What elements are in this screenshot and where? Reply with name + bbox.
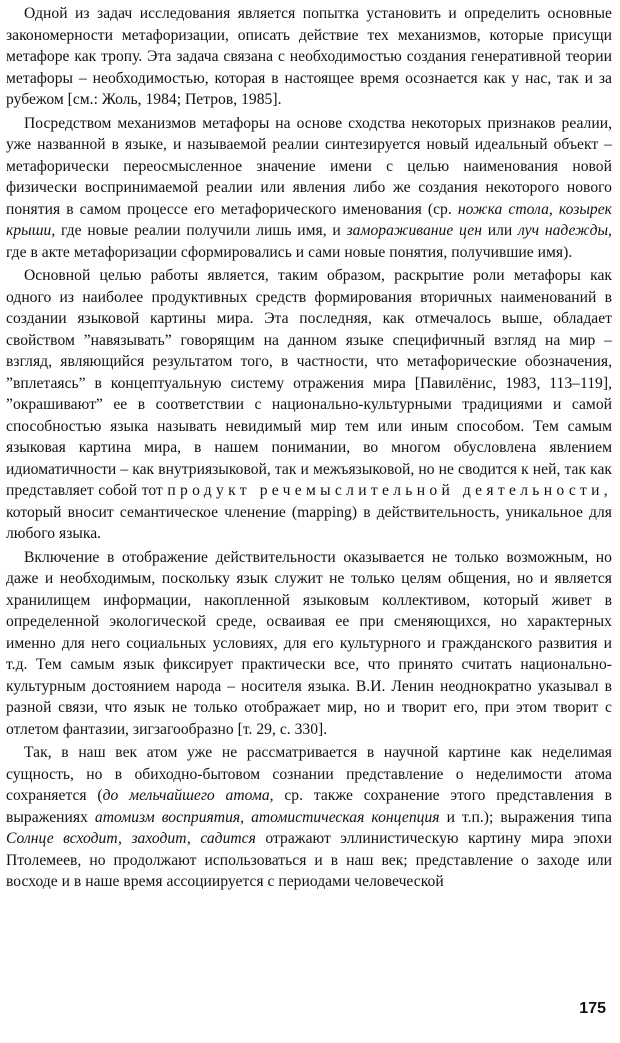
text-run: Включение в отображение действительности оказывается не только возможным, но даже и необходимым, поскольку язык служит не только целям общения, но и является хранилищем информации, накопленной языковым коллективом, который живет в определенной экологической среде, осваивая ее при сменяющихся, но характерных именно для него социальных условиях, для его культурного и гражданского развития и т.д. Тем самым язык фиксирует практически все, что принято считать национально-культурным достоянием народа – носителя языка. В.И. Ленин неоднократно указывал в разной связи, что язык не только отображает мир, но и творит его, при этом творит с отлетом фантазии, зигзагообразно [т. 29, с. 330].	[6, 548, 612, 738]
paragraph	[6, 742, 612, 893]
text-run: ср. также сохранение этого представления в выражениях	[6, 787, 613, 826]
italic-example: атомизм восприятия, атомистическая концепция	[94, 808, 440, 826]
text-run: где в акте метафоризации сформировались и сами новые понятия, получившие имя).	[6, 243, 573, 261]
italic-example: Солнце всходит, заходит, садится	[6, 830, 256, 847]
text-run: или	[481, 222, 519, 239]
text-run: который вносит семантическое членение (mapping) в действительность, уникальное для любого языка.	[6, 503, 612, 542]
italic-example: до мельчайшего атома,	[102, 787, 274, 804]
text-run: где новые реалии получили лишь имя, и	[55, 222, 347, 239]
paragraph	[6, 113, 612, 264]
italic-example: ножка стола, козырек крыши,	[6, 200, 612, 239]
italic-example: замораживание цен	[346, 222, 482, 239]
paragraph	[6, 3, 612, 111]
text-run: отражают эллинистическую картину мира эпохи Птолемеев, но продолжают использоваться и в наш век; представление о заходе или восходе и в наше время ассоциируется с периодами человеческой	[6, 830, 613, 890]
spaced-emphasis: продукт речемыслительной деятельности,	[167, 482, 612, 499]
paragraph	[6, 547, 612, 741]
text-body	[6, 3, 612, 893]
text-run: Посредством механизмов метафоры на основе сходства некоторых признаков реалии, уже названной в языке, и называемой реалии синтезируется новый идеальный объект – метафорически переосмысленное значение имени с целью наименования новой физически воспринимаемой реалии или явления либо же создания некоторого нового понятия в самом процессе его метафорического именования (ср.	[6, 114, 612, 218]
page-number: 175	[579, 1000, 606, 1017]
text-run: Одной из задач исследования является попытка установить и определить основные закономерности метафоризации, описать действие тех механизмов, которые присущи метафоре как тропу. Эта задача связана с необходимостью создания генеративной теории метафоры – необходимостью, которая в настоящее время осознается как у нас, так и за рубежом [см.: Жоль, 1984; Петров, 1985].	[6, 5, 612, 108]
text-run: Так, в наш век атом уже не рассматривается в научной картине как неделимая сущность, но в обиходно-бытовом сознании представление о неделимости атома сохраняется (	[6, 744, 612, 804]
text-run: и т.п.); выражения типа	[439, 808, 612, 826]
italic-example: луч надежды,	[518, 222, 612, 239]
paragraph	[6, 265, 612, 545]
text-run: Основной целью работы является, таким образом, раскрытие роли метафоры как одного из наиболее продуктивных средств формирования вторичных наименований в создании языковой картины мира. Эта последняя, как отмечалось выше, обладает свойством ”навязывать” говорящим на данном языке специфичный взгляд на мир – взгляд, являющийся результатом того, в частности, что метафорические обозначения, ”вплетаясь” в концептуальную систему отражения мира [Павилёнис, 1983, 113–119], ”окрашивают” ее в соответствии с национально-культурными традициями и самой способностью языка называть невидимый мир тем или иным способом. Тем самым языковая картина мира, в нашем понимании, во многом обусловлена явлением идиоматичности – как внутриязыковой, так и межъязыковой, но не сводится к ней, так как представляет собой тот	[6, 267, 612, 499]
